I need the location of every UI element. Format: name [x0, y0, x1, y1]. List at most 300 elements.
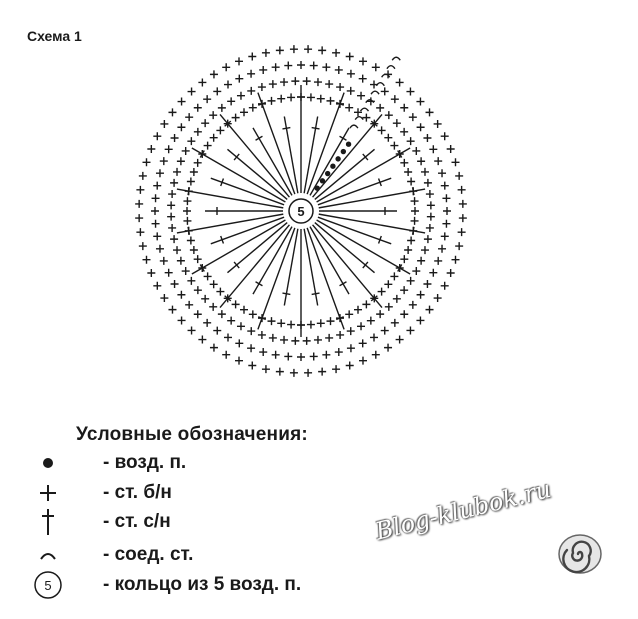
- single-crochet-cross: [327, 317, 335, 325]
- single-crochet-cross: [332, 365, 340, 373]
- single-crochet-cross: [156, 245, 164, 253]
- single-crochet-cross: [438, 169, 446, 177]
- double-crochet-bar: [282, 128, 290, 129]
- single-crochet-cross: [210, 280, 218, 288]
- single-crochet-cross: [359, 75, 367, 83]
- single-crochet-cross: [411, 217, 419, 225]
- single-crochet-cross: [235, 57, 243, 65]
- single-crochet-cross: [160, 294, 168, 302]
- single-crochet-cross: [429, 145, 437, 153]
- single-crochet-cross: [335, 348, 343, 356]
- single-crochet-cross: [182, 147, 190, 155]
- center-ring-label: 5: [297, 204, 305, 219]
- single-crochet-cross: [384, 134, 392, 142]
- single-crochet-cross: [173, 168, 181, 176]
- single-crochet-cross: [160, 120, 168, 128]
- single-crochet-cross: [237, 322, 245, 330]
- single-crochet-cross: [240, 306, 248, 314]
- single-crochet-cross: [426, 306, 434, 314]
- single-crochet-cross: [291, 77, 299, 85]
- single-crochet-cross: [297, 61, 305, 69]
- single-crochet-cross: [187, 277, 195, 285]
- single-crochet-cross: [194, 310, 202, 318]
- single-crochet-cross: [459, 214, 467, 222]
- single-crochet-cross: [224, 333, 232, 341]
- single-crochet-cross: [168, 108, 176, 116]
- single-crochet-cross: [284, 352, 292, 360]
- single-crochet-cross: [210, 134, 218, 142]
- legend-item-ring: [30, 570, 301, 600]
- watermark-text: Blog-klubok.ru: [372, 474, 554, 546]
- single-crochet-cross: [142, 256, 150, 264]
- single-crochet-cross: [378, 126, 386, 134]
- single-crochet-cross: [185, 301, 193, 309]
- single-crochet-cross: [325, 334, 333, 342]
- single-crochet-cross: [423, 134, 431, 142]
- single-crochet-cross: [424, 179, 432, 187]
- single-crochet-cross: [290, 369, 298, 377]
- single-crochet-cross: [409, 113, 417, 121]
- single-crochet-cross: [381, 327, 389, 335]
- single-crochet-cross: [297, 353, 305, 361]
- single-crochet-cross: [177, 123, 185, 131]
- single-crochet-cross: [346, 362, 354, 370]
- single-crochet-cross: [201, 119, 209, 127]
- single-crochet-cross: [400, 159, 408, 167]
- single-crochet-cross: [280, 78, 288, 86]
- single-crochet-cross: [357, 92, 365, 100]
- single-crochet-cross: [187, 177, 195, 185]
- single-crochet-cross: [188, 88, 196, 96]
- single-crochet-cross: [248, 362, 256, 370]
- single-crochet-cross: [455, 172, 463, 180]
- single-crochet-cross: [177, 291, 185, 299]
- single-crochet-cross: [237, 92, 245, 100]
- single-crochet-cross: [210, 344, 218, 352]
- single-crochet-cross: [247, 344, 255, 352]
- single-crochet-cross: [213, 87, 221, 95]
- legend-text-single-crochet: - ст. б/н: [103, 482, 172, 503]
- single-crochet-cross: [297, 93, 305, 101]
- single-crochet-cross: [335, 66, 343, 74]
- ring-icon-label: 5: [44, 578, 52, 593]
- single-crochet-cross: [168, 190, 176, 198]
- single-crochet-cross: [136, 186, 144, 194]
- chain-dot-icon: [30, 448, 66, 478]
- single-crochet-cross: [267, 97, 275, 105]
- single-crochet-cross: [153, 282, 161, 290]
- single-crochet-cross: [258, 100, 266, 108]
- single-crochet-cross: [187, 237, 195, 245]
- single-crochet-cross: [232, 300, 240, 308]
- single-crochet-cross: [171, 280, 179, 288]
- single-crochet-cross: [412, 267, 420, 275]
- slip-stitch-arc: [392, 57, 400, 60]
- single-crochet-cross: [409, 227, 417, 235]
- single-crochet-cross: [354, 306, 362, 314]
- single-crochet-cross: [167, 201, 175, 209]
- single-crochet-cross: [396, 78, 404, 86]
- single-crochet-cross: [277, 319, 285, 327]
- single-crochet-cross: [390, 142, 398, 150]
- single-crochet-cross: [396, 264, 404, 272]
- single-crochet-cross: [378, 288, 386, 296]
- legend-item-chain: [30, 448, 186, 478]
- single-crochet-cross: [303, 337, 311, 345]
- single-crochet-cross: [247, 87, 255, 95]
- single-crochet-cross: [391, 319, 399, 327]
- single-crochet-cross: [304, 45, 312, 53]
- single-crochet-cross: [396, 336, 404, 344]
- single-crochet-cross: [204, 272, 212, 280]
- single-crochet-cross: [269, 334, 277, 342]
- swirl-logo-icon: [556, 532, 604, 581]
- single-crochet-cross: [153, 182, 161, 190]
- single-crochet-cross: [249, 104, 257, 112]
- single-crochet-cross: [156, 169, 164, 177]
- single-crochet-cross: [310, 352, 318, 360]
- single-crochet-cross: [372, 63, 380, 71]
- single-crochet-cross: [367, 317, 375, 325]
- single-crochet-cross: [396, 150, 404, 158]
- chain-stitch-dot: [346, 142, 350, 146]
- single-crochet-cross: [347, 87, 355, 95]
- single-crochet-cross: [345, 310, 353, 318]
- single-crochet-cross: [232, 114, 240, 122]
- single-crochet-cross: [442, 194, 450, 202]
- single-crochet-cross: [204, 142, 212, 150]
- single-crochet-cross: [171, 134, 179, 142]
- single-crochet-cross: [160, 257, 168, 265]
- single-crochet-cross: [423, 280, 431, 288]
- single-crochet-cross: [276, 368, 284, 376]
- single-crochet-cross: [357, 322, 365, 330]
- single-crochet-cross: [135, 200, 143, 208]
- single-crochet-cross: [152, 220, 160, 228]
- single-crochet-cross: [400, 286, 408, 294]
- chain-stitch-dot: [336, 157, 340, 161]
- single-crochet-cross: [434, 120, 442, 128]
- single-crochet-cross: [441, 232, 449, 240]
- single-crochet-cross: [201, 295, 209, 303]
- single-crochet-cross: [272, 63, 280, 71]
- single-crochet-cross: [222, 351, 230, 359]
- single-crochet-cross: [417, 123, 425, 131]
- single-crochet-cross: [209, 303, 217, 311]
- single-crochet-cross: [362, 114, 370, 122]
- single-crochet-cross: [346, 52, 354, 60]
- single-crochet-cross: [384, 280, 392, 288]
- single-crochet-cross: [411, 207, 419, 215]
- single-crochet-cross: [198, 336, 206, 344]
- slip-stitch-arc: [360, 108, 368, 111]
- single-crochet-cross: [322, 351, 330, 359]
- single-crochet-cross: [165, 145, 173, 153]
- single-crochet-cross: [391, 95, 399, 103]
- single-crochet-cross: [183, 207, 191, 215]
- single-crochet-cross: [216, 126, 224, 134]
- single-crochet-cross: [426, 108, 434, 116]
- single-crochet-cross: [287, 93, 295, 101]
- double-crochet-icon: [30, 507, 66, 537]
- single-crochet-cross: [142, 158, 150, 166]
- legend-item-double-crochet: [30, 507, 171, 537]
- single-crochet-cross: [235, 75, 243, 83]
- single-crochet-cross: [276, 46, 284, 54]
- single-crochet-cross: [441, 132, 449, 140]
- single-crochet-cross: [452, 158, 460, 166]
- single-crochet-cross: [336, 100, 344, 108]
- single-crochet-cross: [258, 331, 266, 339]
- single-crochet-cross: [441, 282, 449, 290]
- single-crochet-cross: [224, 81, 232, 89]
- single-crochet-cross: [147, 269, 155, 277]
- single-crochet-cross: [177, 257, 185, 265]
- single-crochet-cross: [443, 207, 451, 215]
- single-crochet-cross: [400, 310, 408, 318]
- single-crochet-cross: [139, 242, 147, 250]
- single-crochet-cross: [426, 224, 434, 232]
- slip-stitch-arc: [371, 91, 379, 94]
- single-crochet-cross: [317, 319, 325, 327]
- single-crochet-cross: [354, 108, 362, 116]
- single-crochet-cross: [384, 344, 392, 352]
- single-crochet-cross: [447, 145, 455, 153]
- chain-stitch-dot: [315, 186, 319, 190]
- single-crochet-cross: [194, 104, 202, 112]
- single-crochet-cross: [307, 93, 315, 101]
- single-crochet-cross: [190, 246, 198, 254]
- single-crochet-cross: [170, 179, 178, 187]
- single-crochet-cross: [400, 255, 408, 263]
- single-crochet-cross: [194, 159, 202, 167]
- single-crochet-cross: [325, 80, 333, 88]
- single-crochet-cross: [178, 316, 186, 324]
- ring-icon: [30, 570, 66, 600]
- single-crochet-cross: [218, 104, 226, 112]
- single-crochet-cross: [370, 333, 378, 341]
- single-crochet-cross: [248, 52, 256, 60]
- single-crochet-cross: [434, 157, 442, 165]
- single-crochet-cross: [407, 177, 415, 185]
- single-crochet-cross: [359, 357, 367, 365]
- legend-text-ring: - кольцо из 5 возд. п.: [103, 574, 302, 595]
- single-crochet-cross: [426, 190, 434, 198]
- single-crochet-cross: [183, 197, 191, 205]
- single-crochet-cross: [187, 137, 195, 145]
- single-crochet-cross: [267, 317, 275, 325]
- legend-item-slip-stitch: [30, 540, 193, 570]
- single-crochet-cross: [198, 150, 206, 158]
- single-crochet-cross: [434, 294, 442, 302]
- single-crochet-cross: [153, 232, 161, 240]
- single-crochet-cross: [417, 157, 425, 165]
- legend-text-chain: - возд. п.: [103, 452, 187, 473]
- single-crochet-cross: [347, 327, 355, 335]
- single-crochet-cross: [372, 351, 380, 359]
- single-crochet-cross: [459, 200, 467, 208]
- single-crochet-cross: [407, 137, 415, 145]
- single-crochet-cross: [385, 111, 393, 119]
- double-crochet-bar: [312, 293, 320, 294]
- single-crochet-cross: [412, 147, 420, 155]
- single-crochet-cross: [280, 336, 288, 344]
- single-crochet-cross: [165, 269, 173, 277]
- single-crochet-cross: [136, 228, 144, 236]
- single-crochet-cross: [151, 207, 159, 215]
- single-crochet-cross: [441, 182, 449, 190]
- single-crochet-cross: [247, 327, 255, 335]
- single-crochet-cross: [336, 331, 344, 339]
- single-crochet-cross: [272, 351, 280, 359]
- chain-stitch-dot: [341, 149, 345, 153]
- single-crochet-cross: [269, 80, 277, 88]
- single-crochet-cross: [417, 257, 425, 265]
- single-crochet-cross: [322, 63, 330, 71]
- single-crochet-cross: [177, 157, 185, 165]
- single-crochet-cross: [147, 145, 155, 153]
- single-crochet-cross: [168, 306, 176, 314]
- single-crochet-cross: [258, 314, 266, 322]
- single-crochet-cross: [203, 95, 211, 103]
- single-crochet-cross: [376, 104, 384, 112]
- single-crochet-cross: [417, 291, 425, 299]
- single-crochet-cross: [152, 194, 160, 202]
- single-crochet-cross: [170, 235, 178, 243]
- single-crochet-cross: [194, 255, 202, 263]
- single-crochet-cross: [168, 224, 176, 232]
- single-crochet-cross: [347, 344, 355, 352]
- legend-heading: Условные обозначения:: [76, 424, 308, 445]
- single-crochet-cross: [406, 88, 414, 96]
- single-crochet-cross: [173, 246, 181, 254]
- single-crochet-cross: [188, 326, 196, 334]
- single-crochet-cross: [290, 45, 298, 53]
- single-crochet-cross: [185, 187, 193, 195]
- single-crochet-cross: [404, 246, 412, 254]
- single-crochet-cross: [406, 326, 414, 334]
- single-crochet-cross: [160, 157, 168, 165]
- double-crochet-bar: [312, 128, 320, 129]
- legend-item-single-crochet: [30, 478, 172, 508]
- single-crochet-cross: [424, 235, 432, 243]
- single-crochet-cross: [427, 213, 435, 221]
- single-crochet-cross: [318, 368, 326, 376]
- single-crochet-cross: [216, 288, 224, 296]
- legend-text-double-crochet: - ст. с/н: [103, 511, 171, 532]
- single-crochet-cross: [447, 269, 455, 277]
- single-crochet-cross: [210, 70, 218, 78]
- single-crochet-cross: [393, 119, 401, 127]
- single-crochet-cross: [304, 369, 312, 377]
- single-crochet-cross: [222, 63, 230, 71]
- single-crochet-cross: [421, 168, 429, 176]
- single-crochet-cross: [198, 78, 206, 86]
- single-crochet-cross: [227, 97, 235, 105]
- center-ring: [289, 199, 313, 223]
- single-crochet-cross: [303, 77, 311, 85]
- single-crochet-cross: [310, 62, 318, 70]
- chain-stitch-dot: [331, 164, 335, 168]
- single-crochet-cross: [347, 70, 355, 78]
- single-crochet-cross: [139, 172, 147, 180]
- single-crochet-cross: [235, 357, 243, 365]
- single-crochet-cross: [455, 242, 463, 250]
- single-crochet-cross: [359, 57, 367, 65]
- single-crochet-cross: [318, 46, 326, 54]
- single-crochet-cross: [247, 70, 255, 78]
- single-crochet-cross: [307, 321, 315, 329]
- single-crochet-cross: [416, 98, 424, 106]
- single-crochet-cross: [259, 348, 267, 356]
- single-crochet-cross: [291, 337, 299, 345]
- single-crochet-cross: [336, 83, 344, 91]
- single-crochet-cross: [452, 256, 460, 264]
- single-crochet-cross: [409, 187, 417, 195]
- single-crochet-cross: [376, 310, 384, 318]
- single-crochet-cross: [434, 257, 442, 265]
- single-crochet-cross: [213, 327, 221, 335]
- single-crochet-cross: [185, 113, 193, 121]
- double-crochet-bar: [282, 293, 290, 294]
- single-crochet-cross: [259, 66, 267, 74]
- chain-stitch-dot: [325, 171, 329, 175]
- single-crochet-cross: [429, 269, 437, 277]
- single-crochet-cross: [262, 365, 270, 373]
- slip-stitch-arc: [355, 117, 363, 120]
- single-crochet-cross: [400, 128, 408, 136]
- single-crochet-cross: [262, 49, 270, 57]
- single-crochet-cross: [258, 83, 266, 91]
- single-crochet-cross: [183, 217, 191, 225]
- single-crochet-cross: [135, 214, 143, 222]
- single-crochet-cross: [362, 300, 370, 308]
- single-crochet-cross: [198, 264, 206, 272]
- single-crochet-cross: [411, 197, 419, 205]
- single-crochet-cross: [416, 316, 424, 324]
- single-crochet-cross: [390, 272, 398, 280]
- single-crochet-cross: [190, 168, 198, 176]
- single-crochet-cross: [203, 319, 211, 327]
- single-crochet-cross: [227, 317, 235, 325]
- slip-stitch-arc-icon: [30, 540, 66, 570]
- single-crochet-cross: [438, 245, 446, 253]
- single-crochet-cross: [381, 87, 389, 95]
- single-crochet-cross: [442, 220, 450, 228]
- single-crochet-cross: [336, 314, 344, 322]
- single-crochet-cross: [277, 95, 285, 103]
- single-crochet-cross: [317, 95, 325, 103]
- single-crochet-cross: [421, 246, 429, 254]
- single-crochet-cross: [458, 228, 466, 236]
- single-crochet-cross: [400, 104, 408, 112]
- single-crochet-cross: [345, 104, 353, 112]
- single-crochet-cross: [235, 339, 243, 347]
- single-crochet-cross: [287, 321, 295, 329]
- single-crochet-cross: [393, 295, 401, 303]
- single-crochet-cross: [194, 286, 202, 294]
- legend-text-slip-stitch: - соед. ст.: [103, 544, 194, 565]
- single-crochet-cross: [327, 97, 335, 105]
- single-crochet-cross: [359, 339, 367, 347]
- single-crochet-cross: [314, 336, 322, 344]
- single-crochet-cross: [194, 128, 202, 136]
- single-crochet-cross-icon: [30, 478, 66, 508]
- single-crochet-cross: [240, 108, 248, 116]
- single-crochet-cross: [284, 62, 292, 70]
- slip-stitch-arc: [387, 66, 395, 69]
- diagram-title: Схема 1: [27, 28, 82, 44]
